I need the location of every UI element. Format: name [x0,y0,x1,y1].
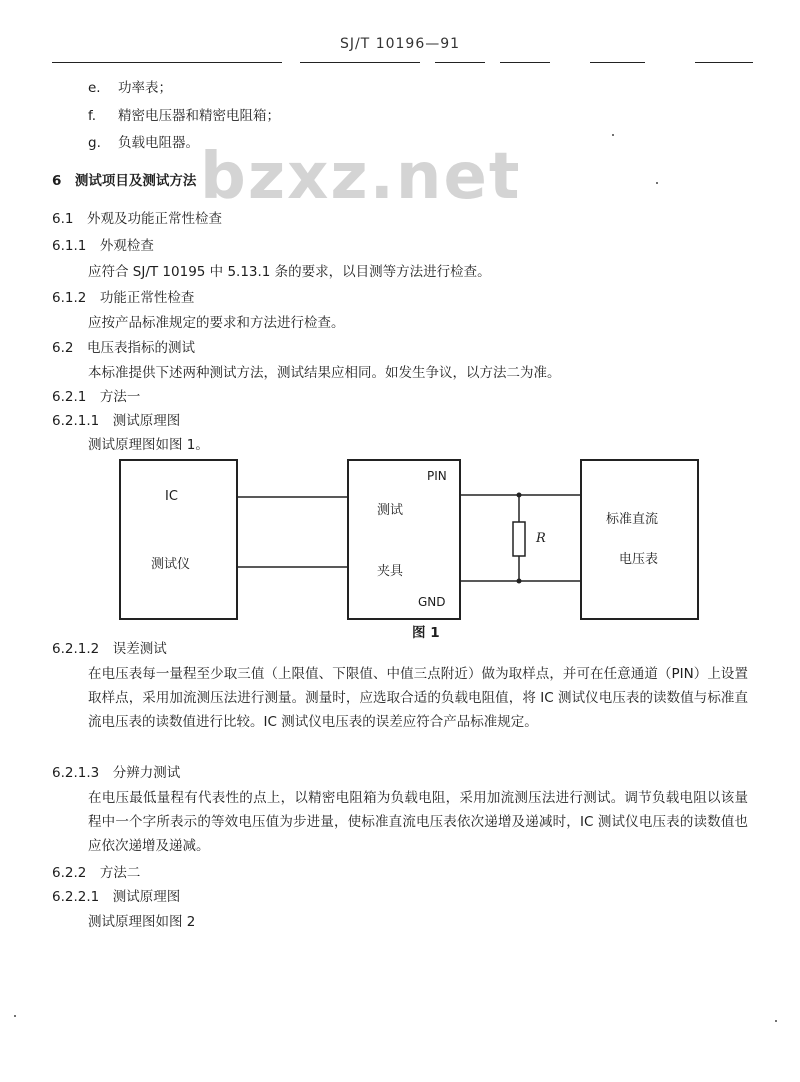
scan-speck [14,1015,16,1017]
section-heading: 6.1 外观及功能正常性检查 [52,211,222,227]
paragraph: 应按产品标准规定的要求和方法进行检查。 [88,315,345,331]
section-heading: 6.2.1.2 误差测试 [52,641,167,657]
dc-voltmeter-box [580,459,699,620]
list-item-letter: f. [88,108,97,124]
list-item-letter: e. [88,80,101,96]
gnd-label: GND [418,595,446,609]
section-heading: 6.2.1.3 分辨力测试 [52,765,181,781]
section-heading: 6.2 电压表指标的测试 [52,340,195,356]
scan-speck [775,1020,777,1022]
standard-code-header: SJ/T 10196—91 [339,36,461,52]
list-item: 精密电压器和精密电阻箱； [118,108,280,124]
ic-tester-label: IC [165,489,178,504]
section-heading: 6.1.2 功能正常性检查 [52,290,195,306]
watermark: bzxz.net [200,140,522,214]
section-heading: 6.1.1 外观检查 [52,238,154,254]
section-heading: 6.2.1.1 测试原理图 [52,413,181,429]
paragraph-text: 在电压最低量程有代表性的点上，以精密电阻箱为负载电阻，采用加流测压法进行测试。调节负载电阻以该量程中一个字所表示的等效电压值为步进量，使标准直流电压表依次递增及递减时，IC 测试仪电压表的读数值也应依次递增及递减。 [88,790,748,854]
figure-caption: 图 1 [412,625,440,641]
ic-tester-box [119,459,238,620]
scan-speck [656,182,658,184]
list-item: 负载电阻器。 [118,135,199,151]
scan-speck [612,134,614,136]
dc-voltmeter-label: 电压表 [619,552,659,567]
section-heading: 6.2.2 方法二 [52,865,141,881]
paragraph: 本标准提供下述两种测试方法，测试结果应相同。如发生争议，以方法二为准。 [88,365,561,381]
paragraph-text: 在电压表每一量程至少取三值（上限值、下限值、中值三点附近）做为取样点，并可在任意通道（PIN）上设置取样点，采用加流测压法进行测量。测量时，应选取合适的负载电阻值，将 IC 测试仪电压表的读数值与标准直流电压表的读数值进行比较。IC 测试仪电压表的误差应符合产品标准规定。 [88,666,748,730]
paragraph [88,662,748,734]
paragraph: 测试原理图如图 1。 [88,437,209,453]
test-fixture-label: 测试 [377,503,404,518]
paragraph: 应符合 SJ/T 10195 中 5.13.1 条的要求，以目测等方法进行检查。 [88,264,491,280]
resistor-symbol [513,522,525,556]
paragraph: 测试原理图如图 2 [88,914,196,930]
list-item: 功率表； [118,80,172,96]
paragraph [88,786,748,858]
ic-tester-label: 测试仪 [151,557,191,572]
list-item-letter: g. [88,135,101,151]
dc-voltmeter-label: 标准直流 [606,512,659,527]
pin-label: PIN [427,469,447,483]
resistor-label: R [536,531,546,546]
section-heading: 6 测试项目及测试方法 [52,173,197,189]
section-heading: 6.2.1 方法一 [52,389,141,405]
section-heading: 6.2.2.1 测试原理图 [52,889,181,905]
test-fixture-label: 夹具 [377,564,404,579]
